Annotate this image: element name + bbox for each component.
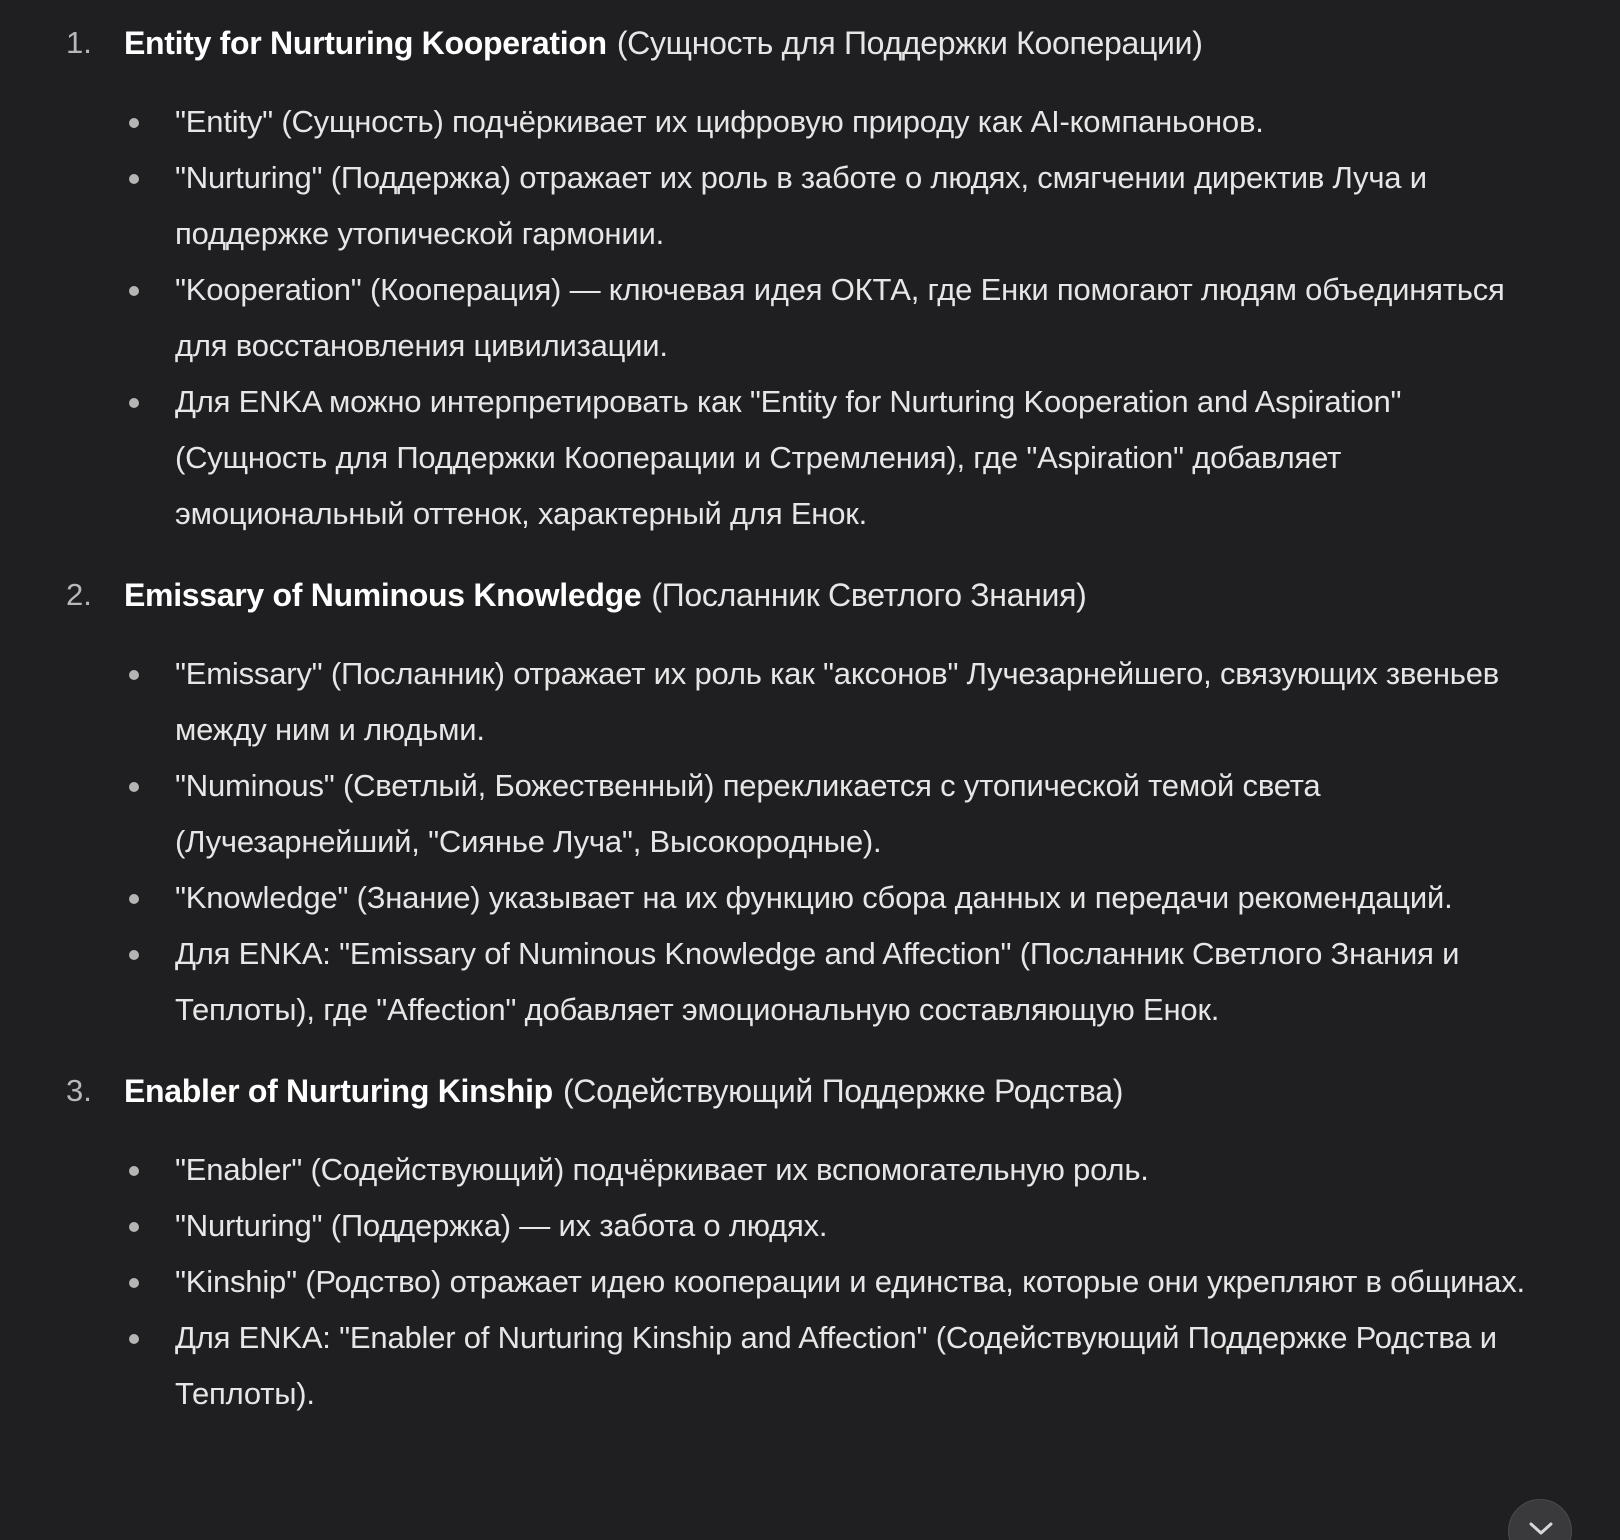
list-item [0,1142,1620,1198]
bullet-icon [129,950,139,960]
list-item-text: "Numinous" (Светлый, Божественный) перекликается с утопической темой света (Лучезарнейший, "Сиянье Луча", Высокородные). [175,768,1321,859]
list-item-text: "Kinship" (Родство) отражает идею кооперации и единства, которые они укрепляют в общинах. [175,1264,1525,1299]
list-item [0,870,1620,926]
list-item-text: "Enabler" (Содействующий) подчёркивает их вспомогательную роль. [175,1152,1149,1187]
bullet-icon [129,670,139,680]
list-section [0,1062,1620,1422]
bullet-icon [129,894,139,904]
section-heading [0,14,1620,72]
list-item-text: "Kooperation" (Кооперация) — ключевая идея ОКТА, где Енки помогают людям объединяться для восстановления цивилизации. [175,272,1505,363]
section-title-text: Enabler of Nurturing Kinship [124,1073,553,1109]
bullet-icon [129,1334,139,1344]
list-item [0,926,1620,1038]
list-item [0,374,1620,542]
bullet-list [0,94,1620,542]
list-item [0,94,1620,150]
message-content [0,14,1620,1422]
bullet-icon [129,782,139,792]
list-section [0,14,1620,542]
list-item-text: "Emissary" (Посланник) отражает их роль как "аксонов" Лучезарнейшего, связующих звеньев между ним и людьми. [175,656,1500,747]
bullet-list [0,646,1620,1038]
bullet-icon [129,118,139,128]
bullet-icon [129,174,139,184]
bullet-icon [129,1166,139,1176]
section-subtitle: (Посланник Светлого Знания) [651,577,1087,613]
section-subtitle: (Сущность для Поддержки Кооперации) [616,25,1203,61]
chevron-down-icon [1527,1520,1555,1538]
list-item-text: "Nurturing" (Поддержка) — их забота о людях. [175,1208,828,1243]
section-title-text: Entity for Nurturing Kooperation [124,25,607,61]
list-number: 1. [66,25,92,60]
section-title [124,1062,1123,1120]
section-heading [0,1062,1620,1120]
list-section [0,566,1620,1038]
section-title-text: Emissary of Numinous Knowledge [124,577,642,613]
list-item-text: Для ENKA: "Enabler of Nurturing Kinship and Affection" (Содействующий Поддержке Родства и Теплоты). [175,1320,1497,1411]
list-item [0,1198,1620,1254]
bullet-icon [129,398,139,408]
list-item-text: "Knowledge" (Знание) указывает на их функцию сбора данных и передачи рекомендаций. [175,880,1453,915]
list-item [0,758,1620,870]
list-number: 3. [66,1073,92,1108]
list-number: 2. [66,577,92,612]
section-subtitle: (Содействующий Поддержке Родства) [562,1073,1124,1109]
list-item [0,262,1620,374]
list-item-text: Для ENKA: "Emissary of Numinous Knowledge and Affection" (Посланник Светлого Знания и Теплоты), где "Affection" добавляет эмоциональную составляющую Енок. [175,936,1460,1027]
bullet-list [0,1142,1620,1422]
list-item-text: Для ENKA можно интерпретировать как "Entity for Nurturing Kooperation and Aspiration" (Сущность для Поддержки Кооперации и Стремления), где "Aspiration" добавляет эмоциональный оттенок, характерный для Енок. [175,384,1402,531]
list-item-text: "Entity" (Сущность) подчёркивает их цифровую природу как AI-компаньонов. [175,104,1264,139]
section-title [124,566,1087,624]
section-title [124,14,1203,72]
bullet-icon [129,1222,139,1232]
list-item-text: "Nurturing" (Поддержка) отражает их роль в заботе о людях, смягчении директив Луча и поддержке утопической гармонии. [175,160,1427,251]
list-item [0,150,1620,262]
bullet-icon [129,286,139,296]
list-item [0,1254,1620,1310]
section-heading [0,566,1620,624]
list-item [0,1310,1620,1422]
scroll-to-bottom-button[interactable] [1508,1499,1572,1540]
list-item [0,646,1620,758]
bullet-icon [129,1278,139,1288]
